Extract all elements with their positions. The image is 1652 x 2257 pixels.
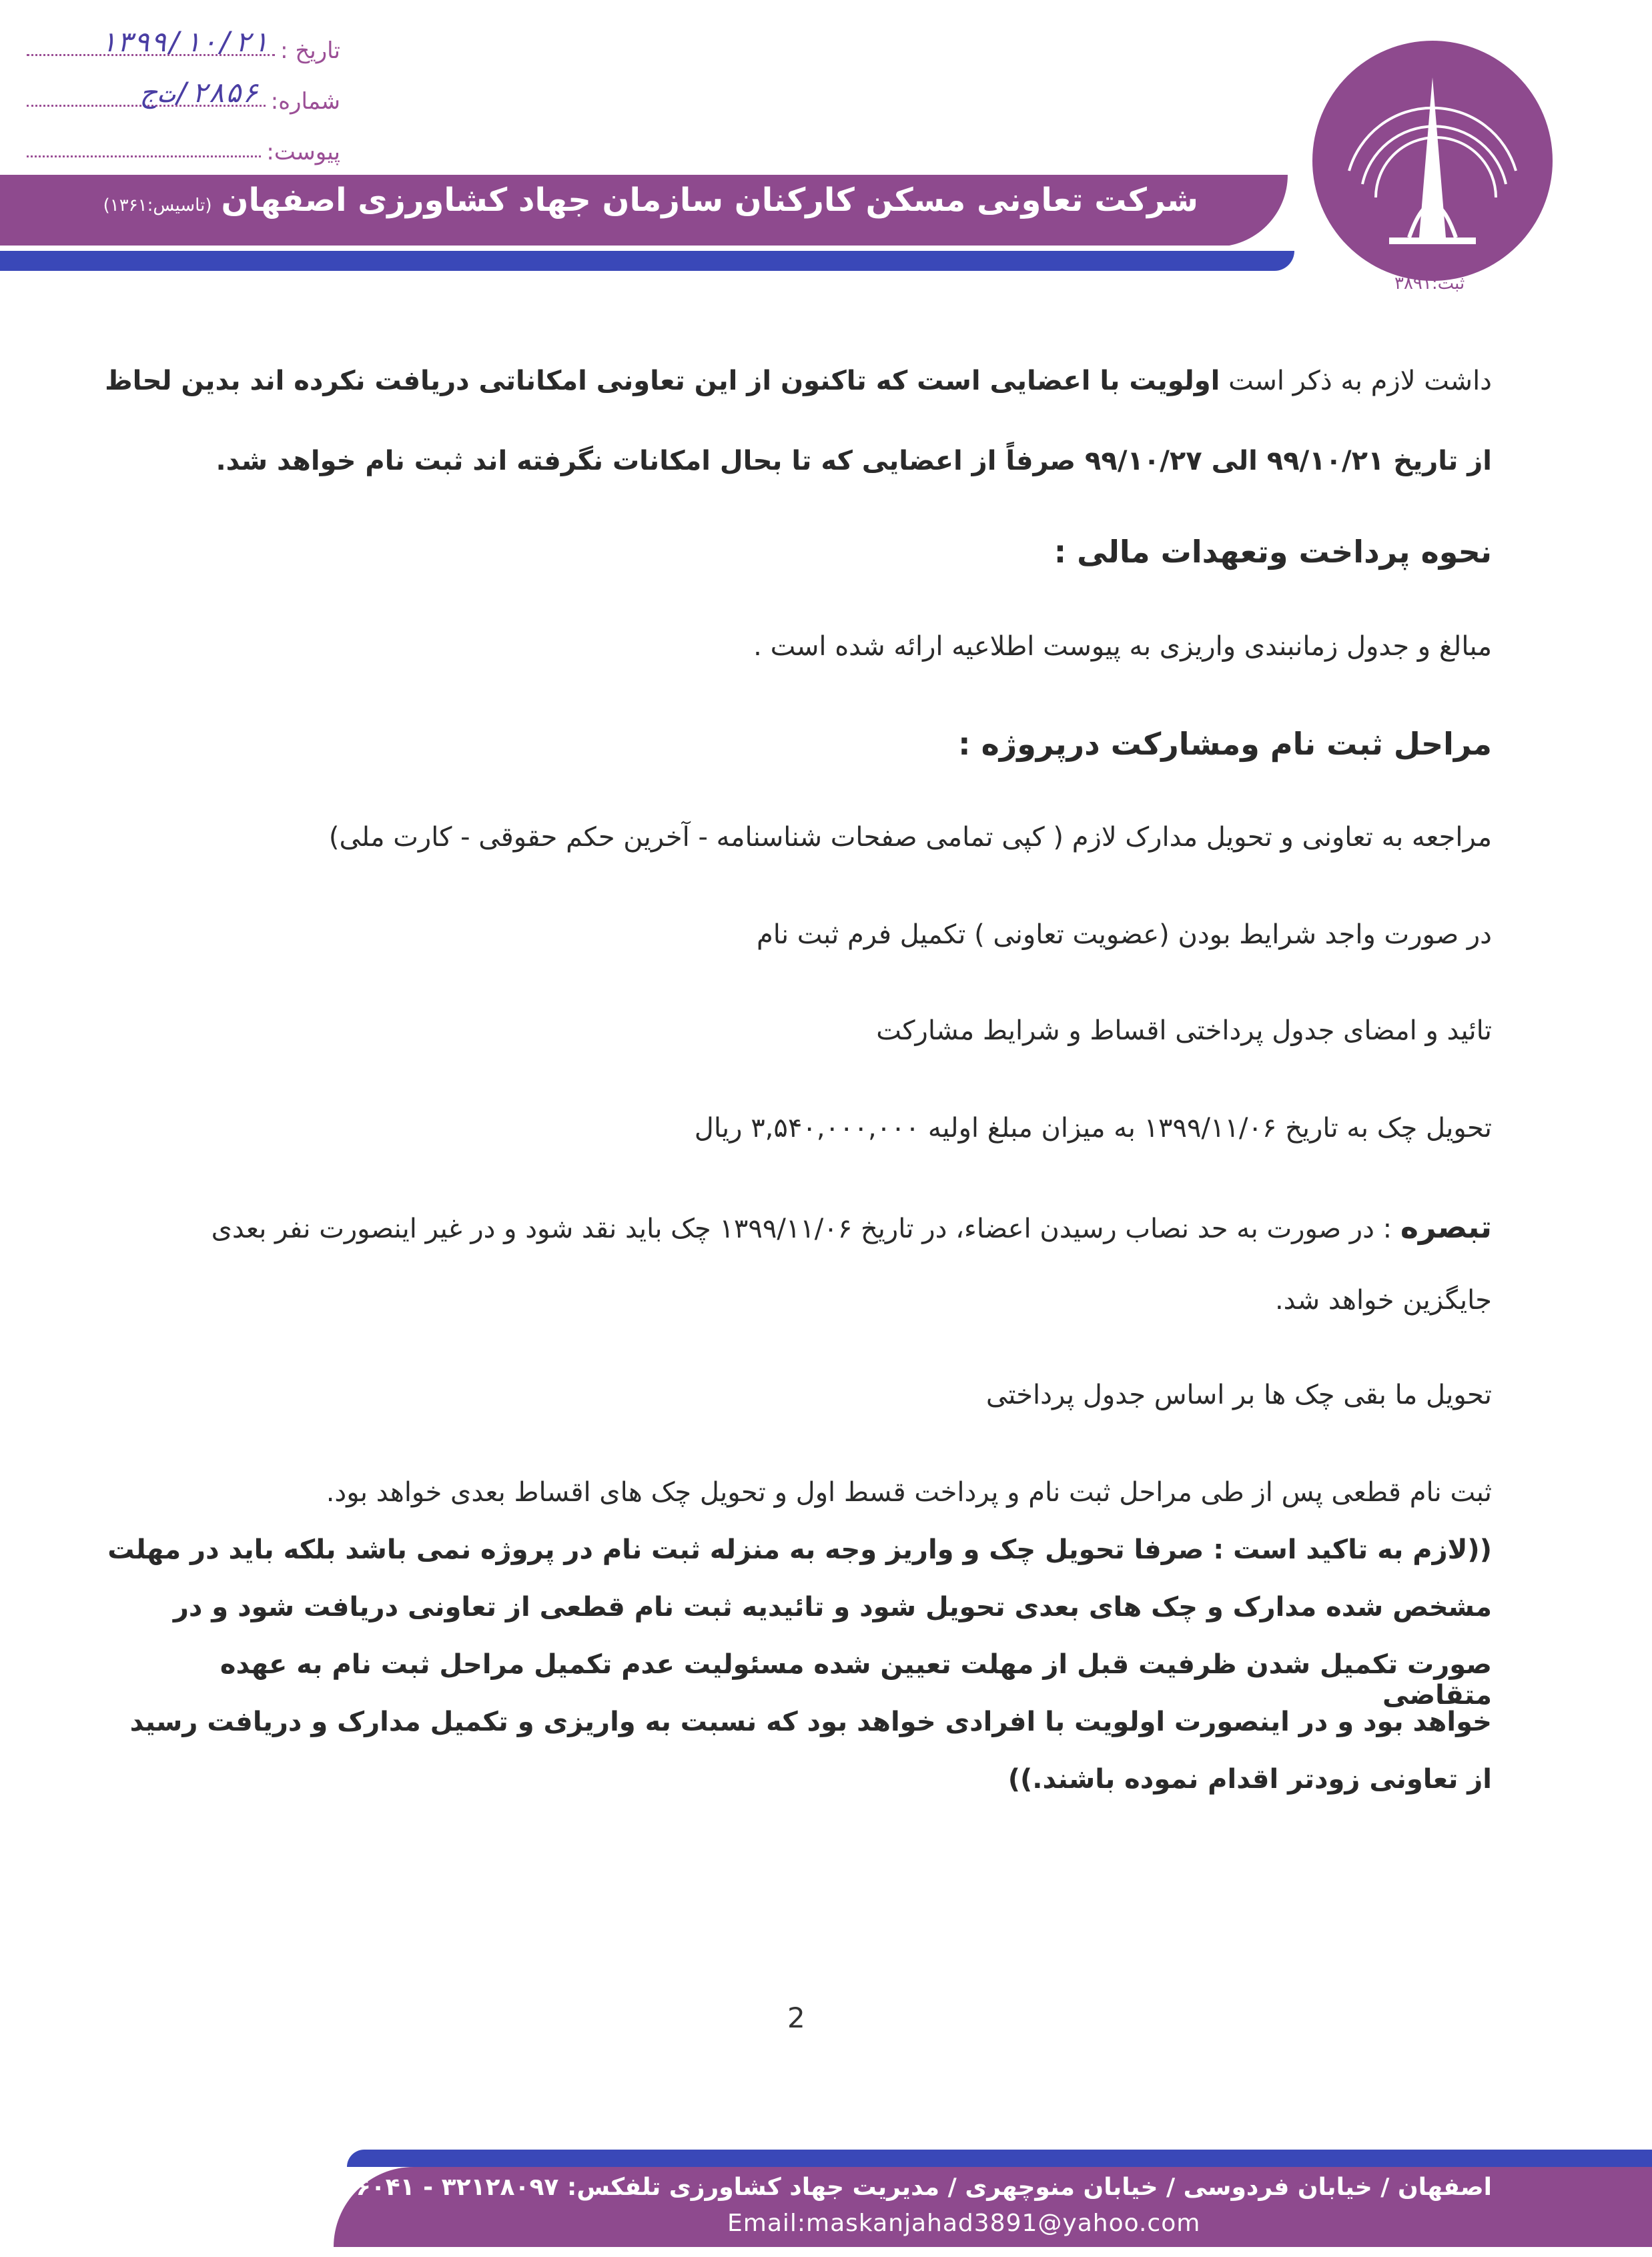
attachment-row <box>27 115 340 165</box>
steps-heading: مراحل ثبت نام ومشارکت درپروژه : <box>958 726 1492 762</box>
intro-line-1 <box>104 366 1492 396</box>
emphasis-line-1: ((لازم به تاکید است : صرفا تحویل چک و واریز وجه به منزله ثبت نام در پروژه نمی باشد بلکه باید در مهلت <box>107 1534 1492 1565</box>
company-title <box>103 181 1198 219</box>
header-stripe <box>0 251 1294 271</box>
final-registration: ثبت نام قطعی پس از طی مراحل ثبت نام و پرداخت قسط اول و تحویل چک های اقساط بعدی خواهد بود. <box>326 1477 1492 1508</box>
emphasis-line-2: مشخص شده مدارک و چک های بعدی تحویل شود و تائیدیه ثبت نام قطعی از تعاونی دریافت شود و در <box>173 1592 1492 1623</box>
number-field <box>27 76 266 109</box>
cooperative-logo-icon <box>1309 37 1556 284</box>
emphasis-line-4: خواهد بود و در اینصورت اولویت با افرادی خواهد بود که نسبت به واریزی و تکمیل مدارک و دریافت رسید <box>129 1707 1492 1737</box>
step-1: مراجعه به تعاونی و تحویل مدارک لازم ( کپی تمامی صفحات شناسنامه - آخرین حکم حقوقی - کارت ملی) <box>328 822 1492 853</box>
number-value: ۲۸۵۶/ت‌ج <box>140 76 259 109</box>
payment-heading: نحوه پرداخت وتعهدات مالی : <box>1054 534 1492 570</box>
note-text-1: : در صورت به حد نصاب رسیدن اعضاء، در تاریخ ۱۳۹۹/۱۱/۰۶ چک باید نقد شود و در غیر اینصورت نفر بعدی <box>211 1214 1400 1244</box>
intro-bold-1: اولویت با اعضایی است که تاکنون از این تعاونی امکاناتی دریافت نکرده اند بدین لحاظ <box>105 366 1220 396</box>
company-name: شرکت تعاونی مسکن کارکنان سازمان جهاد کشاورزی اصفهان <box>221 181 1198 219</box>
note-line-2: جایگزین خواهد شد. <box>1274 1285 1492 1316</box>
date-row <box>27 13 340 64</box>
number-row <box>27 64 340 115</box>
emphasis-line-3: صورت تکمیل شدن ظرفیت قبل از مهلت تعیین شده مسئولیت عدم تکمیل مراحل ثبت نام به عهده متقاضی <box>220 1649 1492 1711</box>
header-divider <box>0 246 1288 250</box>
intro-line-2: از تاریخ ۹۹/۱۰/۲۱ الی ۹۹/۱۰/۲۷ صرفاً از اعضایی که تا بحال امکانات نگرفته اند ثبت نام خواهد شد. <box>216 446 1492 476</box>
founded-year: (تاسیس:۱۳۶۱) <box>103 195 212 215</box>
footer-address: اصفهان / خیابان فردوسی / خیابان منوچهری / مدیریت جهاد کشاورزی تلفکس: ۳۲۱۲۸۰۹۷ - ۳۲۲۲۶۰۴۱ (۰۳۱) <box>223 2174 1492 2201</box>
emphasis-line-5: از تعاونی زودتر اقدام نموده باشند.)) <box>1007 1764 1492 1795</box>
attachment-field <box>27 135 261 157</box>
date-label: تاریخ : <box>280 37 340 64</box>
step-3: تائید و امضای جدول پرداختی اقساط و شرایط مشارکت <box>876 1015 1492 1046</box>
attachment-label: پیوست: <box>266 139 340 165</box>
intro-prefix: داشت لازم به ذکر است <box>1220 366 1492 396</box>
page-number: 2 <box>787 2001 805 2034</box>
footer-email: Email:maskanjahad3891@yahoo.com <box>727 2210 1201 2237</box>
date-value: ۱۳۹۹/۱۰/۲۱ <box>99 25 269 58</box>
number-label: شماره: <box>270 88 340 115</box>
note-label: تبصره <box>1400 1209 1492 1245</box>
letter-meta <box>27 13 340 165</box>
registration-number: ثبت:۳۸۹۱ <box>1394 274 1465 294</box>
step-2: در صورت واجد شرایط بودن (عضویت تعاونی ) تکمیل فرم ثبت نام <box>756 919 1492 950</box>
step-5: تحویل ما بقی چک ها بر اساس جدول پرداختی <box>985 1380 1492 1410</box>
date-field <box>27 25 275 58</box>
note-line-1 <box>104 1209 1492 1245</box>
payment-text: مبالغ و جدول زمانبندی واریزی به پیوست اطلاعیه ارائه شده است . <box>753 631 1492 662</box>
footer-stripe <box>347 2150 1652 2167</box>
step-4: تحویل چک به تاریخ ۱۳۹۹/۱۱/۰۶ به میزان مبلغ اولیه ۳,۵۴۰,۰۰۰,۰۰۰ ریال <box>694 1113 1492 1144</box>
